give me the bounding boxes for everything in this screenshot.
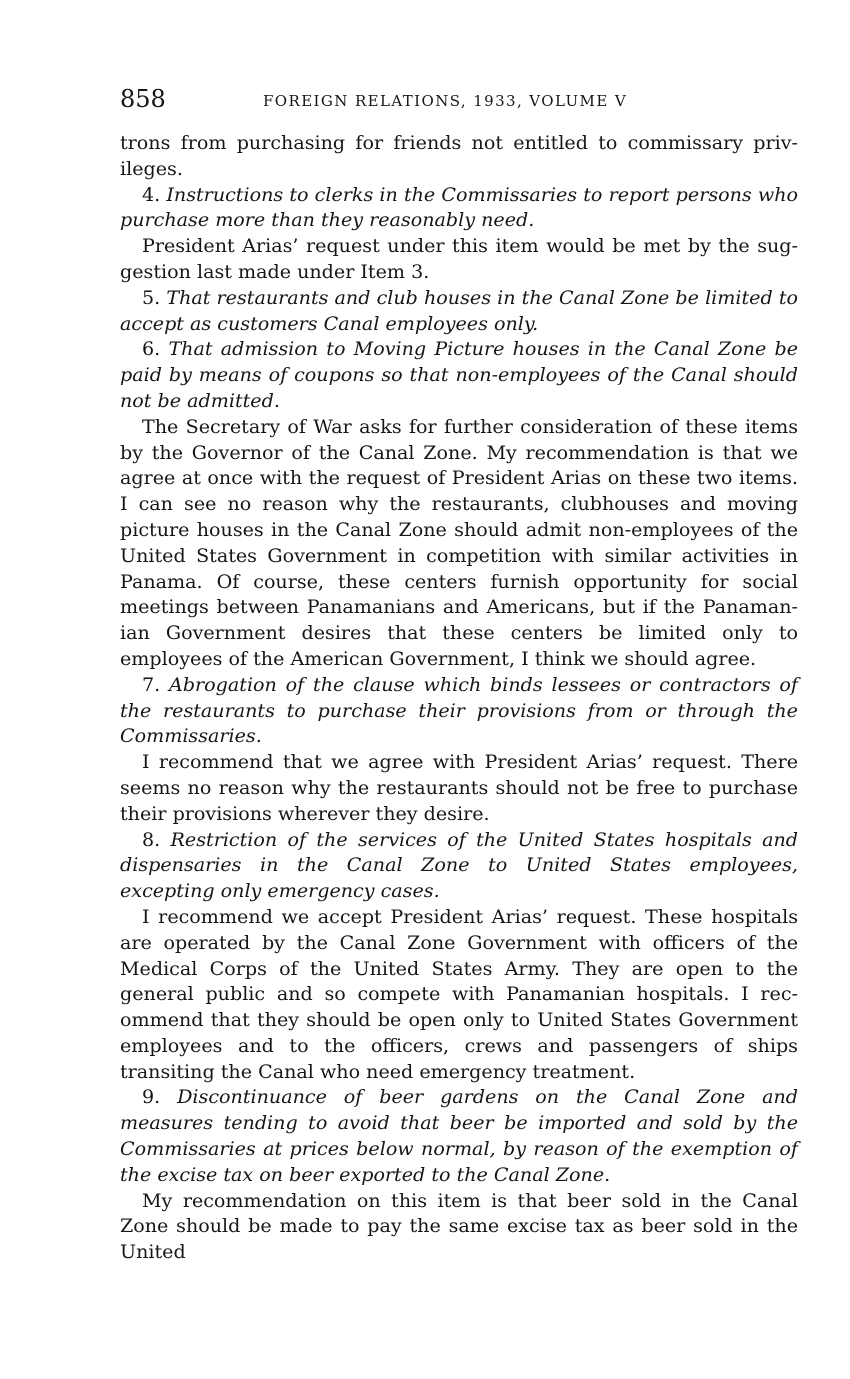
item-6	[120, 336, 798, 413]
item-text: Abrogation of the clause which binds lessees or contractors of the restaurants to purchase their provisions from or through the Commissaries.	[120, 672, 798, 748]
item-number: 8.	[142, 827, 171, 851]
item-7	[120, 672, 798, 749]
item-number: 5.	[142, 285, 167, 309]
paragraph: I recommend that we agree with President Arias’ request. There seems no reason why the restaurants should not be free to purchase their provisions wherever they desire.	[120, 750, 798, 825]
item-text: Instructions to clerks in the Commissaries to report persons who purchase more than they reasonably need.	[120, 182, 798, 232]
text-body	[120, 130, 798, 1265]
item-text: Discontinuance of beer gardens on the Canal Zone and measures tending to avoid that beer be imported and sold by the Commissaries at prices below normal, by reason of the exemption of the excise tax on beer exported to the Canal Zone.	[120, 1085, 798, 1186]
paragraph: The Secretary of War asks for further consideration of these items by the Governor of the Canal Zone. My recommendation is that we agree at once with the request of President Arias on these two items. I can see no reason why the restaurants, clubhouses and moving picture houses in the Canal Zone should admit non-employees of the United States Government in competition with similar activities in Panama. Of course, these centers furnish opportunity for social meetings between Panamanians and Americans, but if the Panamanian Government desires that these centers be limited only to employees of the American Government, I think we should agree.	[120, 414, 798, 670]
item-number: 9.	[142, 1085, 178, 1109]
page-number: 858	[120, 85, 166, 113]
paragraph: President Arias’ request under this item would be met by the suggestion last made under Item 3.	[120, 234, 798, 283]
item-text: Restriction of the services of the United States hospitals and dispensaries in the Canal Zone to United States employees, excepting only emergency cases.	[120, 827, 798, 903]
item-text: That admission to Moving Picture houses in the Canal Zone be paid by means of coupons so that non-employees of the Canal should not be admitted.	[120, 337, 798, 412]
document-page	[120, 84, 798, 1265]
paragraph-continued: trons from purchasing for friends not entitled to commissary privileges.	[120, 131, 798, 180]
item-5	[120, 285, 798, 337]
paragraph: My recommendation on this item is that beer sold in the Canal Zone should be made to pay the same excise tax as beer sold in the United	[120, 1188, 798, 1264]
item-number: 7.	[142, 672, 170, 696]
item-9	[120, 1084, 798, 1187]
item-number: 4.	[142, 182, 167, 206]
running-header	[120, 84, 798, 114]
paragraph: I recommend we accept President Arias’ request. These hospitals are operated by the Canal Zone Government with officers of the Medical Corps of the United States Army. They are open to the general public and so compete with Panamanian hospitals. I recommend that they should be open only to United States Government employees and to the officers, crews and passengers of ships transiting the Canal who need emergency treatment.	[120, 904, 798, 1083]
running-title: FOREIGN RELATIONS, 1933, VOLUME V	[263, 92, 628, 110]
item-4	[120, 182, 798, 234]
item-8	[120, 827, 798, 904]
item-number: 6.	[142, 337, 169, 361]
item-text: That restaurants and club houses in the Canal Zone be limited to accept as customers Canal employees only.	[120, 285, 798, 335]
